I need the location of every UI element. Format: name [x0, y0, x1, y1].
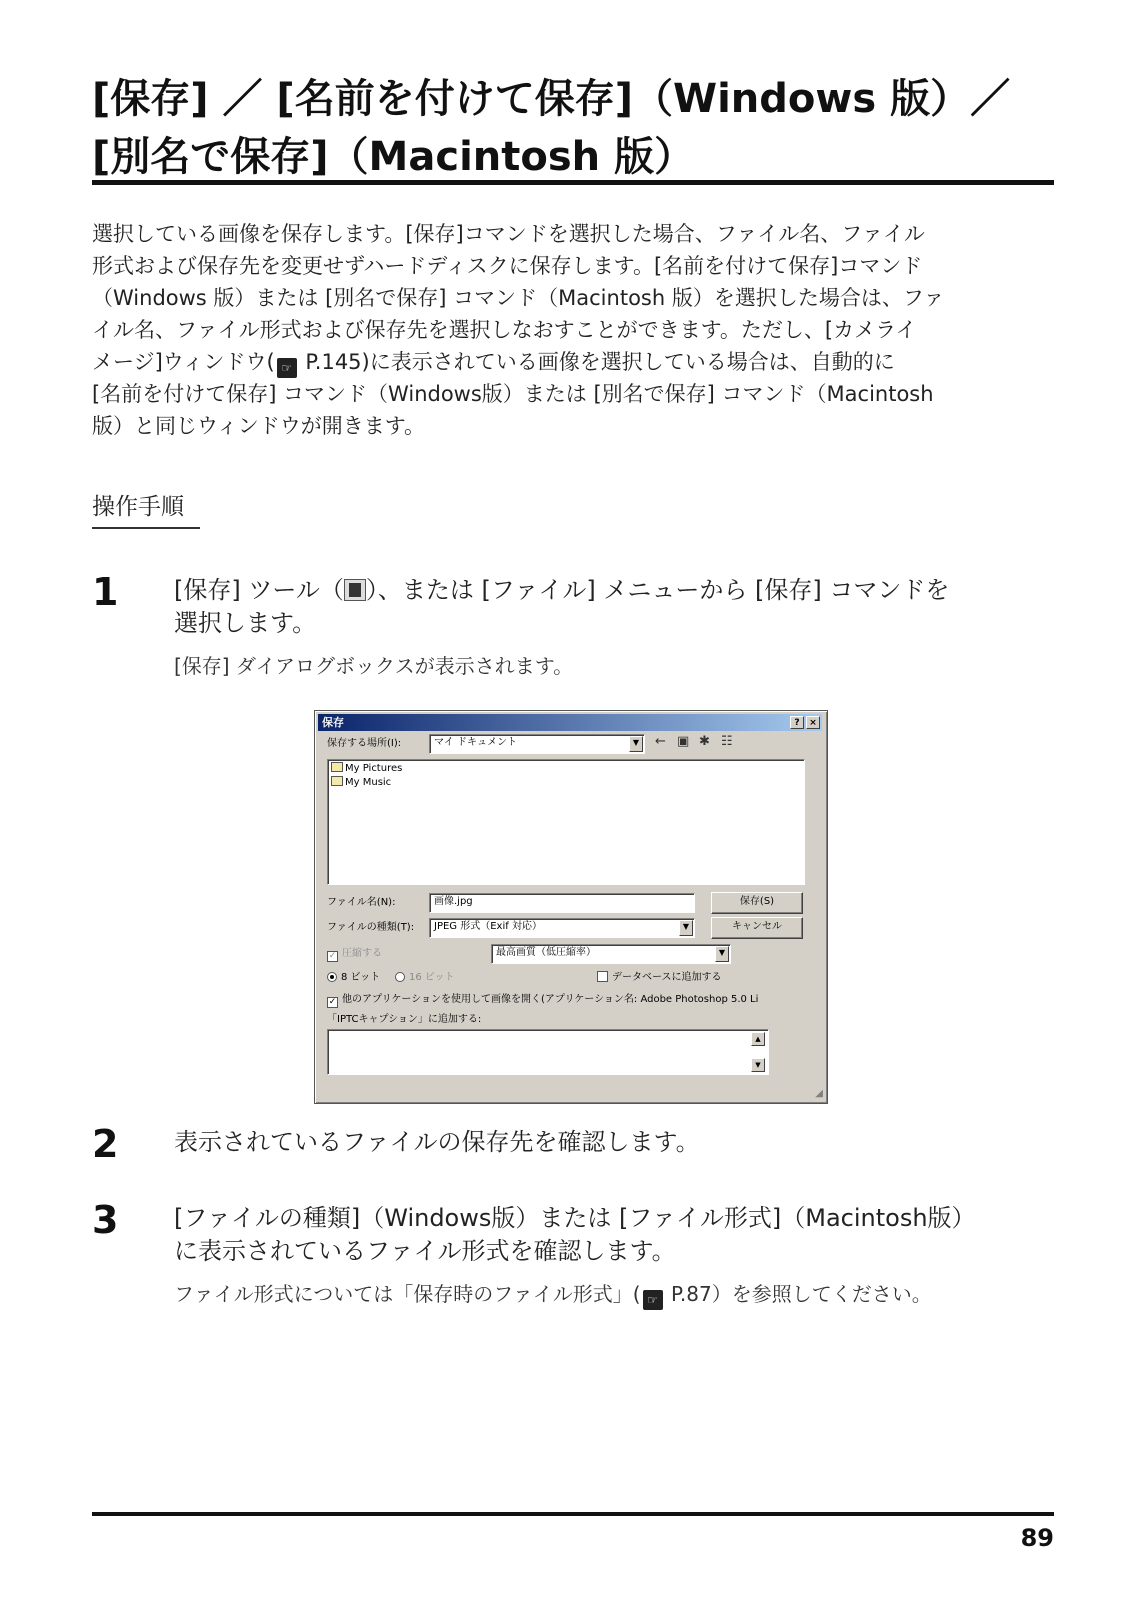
step-number: 1 — [92, 570, 119, 614]
radio-selected-icon — [327, 972, 337, 982]
procedure-heading-underline — [92, 527, 200, 529]
list-item[interactable] — [331, 762, 402, 776]
title-line-1: [保存] ／ [名前を付けて保存]（Windows 版）／ — [92, 76, 1011, 122]
intro-line: 版）と同じウィンドウが開きます。 — [92, 414, 426, 438]
dialog-titlebar — [318, 714, 822, 731]
page-title — [92, 70, 1052, 186]
intro-paragraph — [92, 218, 1054, 442]
bit16-radio — [395, 971, 455, 985]
checkbox-icon — [597, 971, 608, 982]
close-button[interactable]: × — [806, 716, 820, 729]
step-line: に表示されているファイル形式を確認します。 — [174, 1237, 676, 1265]
intro-line: イル名、ファイル形式および保存先を選択しなおすことができます。ただし、[カメライ — [92, 318, 917, 342]
radio-icon — [395, 972, 405, 982]
filename-label: ファイル名(N): — [327, 897, 396, 908]
step-text-part: [保存] ツール（ — [174, 576, 344, 604]
intro-line: 選択している画像を保存します。[保存]コマンドを選択した場合、ファイル名、ファイル — [92, 222, 925, 246]
chevron-down-icon[interactable]: ▼ — [629, 736, 643, 752]
step-3-note — [174, 1280, 1054, 1310]
intro-line: [名前を付けて保存] コマンド（Windows版）または [別名で保存] コマンド（Macintosh — [92, 382, 934, 406]
floppy-disk-icon — [344, 579, 366, 601]
title-divider — [92, 180, 1054, 185]
save-in-value: マイ ドキュメント — [434, 737, 517, 748]
page-reference-icon: ☞ — [643, 1290, 663, 1310]
save-in-label: 保存する場所(I): — [327, 738, 402, 749]
database-checkbox[interactable] — [597, 971, 722, 985]
iptc-label: 「IPTCキャプション」に追加する: — [327, 1014, 482, 1025]
step-text-part: ）、または [ファイル] メニューから [保存] コマンドを — [365, 576, 950, 604]
step-1-text — [174, 574, 1054, 640]
file-name: My Pictures — [345, 763, 403, 774]
procedure-heading: 操作手順 — [92, 494, 184, 520]
compress-checkbox — [327, 947, 382, 962]
scroll-down-icon[interactable]: ▼ — [751, 1058, 765, 1072]
bit16-label: 16 ビット — [409, 972, 455, 983]
file-list[interactable] — [327, 759, 805, 885]
note-text: P.87）を参照してください。 — [664, 1282, 932, 1306]
step-line: 選択します。 — [174, 609, 317, 637]
open-with-checkbox[interactable] — [327, 993, 758, 1008]
step-number: 3 — [92, 1198, 119, 1242]
folder-icon — [331, 762, 343, 772]
chevron-down-icon[interactable]: ▼ — [715, 946, 729, 962]
quality-value: 最高画質（低圧縮率） — [496, 947, 596, 958]
iptc-caption-textarea[interactable] — [327, 1029, 769, 1075]
footer-divider — [92, 1512, 1054, 1516]
intro-line: 形式および保存先を変更せずハードディスクに保存します。[名前を付けて保存]コマンド — [92, 254, 923, 278]
scroll-up-icon[interactable]: ▲ — [751, 1032, 765, 1046]
step-line: 表示されているファイルの保存先を確認します。 — [174, 1128, 700, 1156]
help-button[interactable]: ? — [790, 716, 804, 729]
title-line-2: [別名で保存]（Macintosh 版） — [92, 134, 695, 180]
resize-grip-icon[interactable]: ◢ — [815, 1088, 823, 1099]
file-name: My Music — [345, 777, 392, 788]
bit8-radio[interactable] — [327, 971, 380, 985]
quality-dropdown[interactable] — [491, 944, 731, 964]
cancel-button[interactable]: キャンセル — [711, 917, 803, 939]
step-line: [ファイルの種類]（Windows版）または [ファイル形式]（Macintosh版） — [174, 1204, 976, 1232]
save-in-dropdown[interactable] — [429, 734, 645, 754]
step-2-text — [174, 1126, 1054, 1159]
step-3-text — [174, 1202, 1054, 1268]
filetype-label: ファイルの種類(T): — [327, 922, 415, 933]
filetype-dropdown[interactable] — [429, 918, 695, 938]
step-number: 2 — [92, 1122, 119, 1166]
intro-line — [92, 346, 1054, 378]
intro-text: メージ]ウィンドウ( — [92, 350, 275, 374]
list-item[interactable] — [331, 776, 391, 790]
step-line — [174, 574, 1054, 607]
chevron-down-icon[interactable]: ▼ — [679, 920, 693, 936]
bit8-label: 8 ビット — [341, 972, 381, 983]
page-number: 89 — [1020, 1524, 1054, 1552]
new-folder-icon[interactable]: ✱ — [699, 734, 710, 749]
step-1-note: [保存] ダイアログボックスが表示されます。 — [174, 654, 574, 678]
filename-input[interactable]: 画像.jpg — [429, 893, 695, 913]
checkbox-checked-icon: ✓ — [328, 997, 337, 1007]
page-reference-icon: ☞ — [277, 358, 297, 378]
back-icon[interactable]: ← — [655, 734, 666, 749]
dialog-title: 保存 — [322, 716, 344, 729]
save-dialog — [314, 710, 828, 1104]
open-with-label: 他のアプリケーションを使用して画像を開く(アプリケーション名: Adobe Photoshop 5.0 Li — [342, 994, 759, 1005]
folder-icon — [331, 776, 343, 786]
save-button[interactable]: 保存(S) — [711, 892, 803, 914]
intro-line: （Windows 版）または [別名で保存] コマンド（Macintosh 版）を選択した場合は、ファ — [92, 286, 945, 310]
note-text: ファイル形式については「保存時のファイル形式」( — [174, 1282, 641, 1306]
intro-text: P.145)に表示されている画像を選択している場合は、自動的に — [298, 350, 895, 374]
compress-label: 圧縮する — [342, 948, 382, 959]
database-label: データベースに追加する — [612, 972, 722, 983]
up-folder-icon[interactable]: ▣ — [677, 734, 690, 749]
view-menu-icon[interactable]: ☷ — [721, 734, 733, 749]
checkbox-checked-icon: ✓ — [328, 951, 337, 961]
filetype-value: JPEG 形式（Exif 対応） — [434, 921, 542, 932]
